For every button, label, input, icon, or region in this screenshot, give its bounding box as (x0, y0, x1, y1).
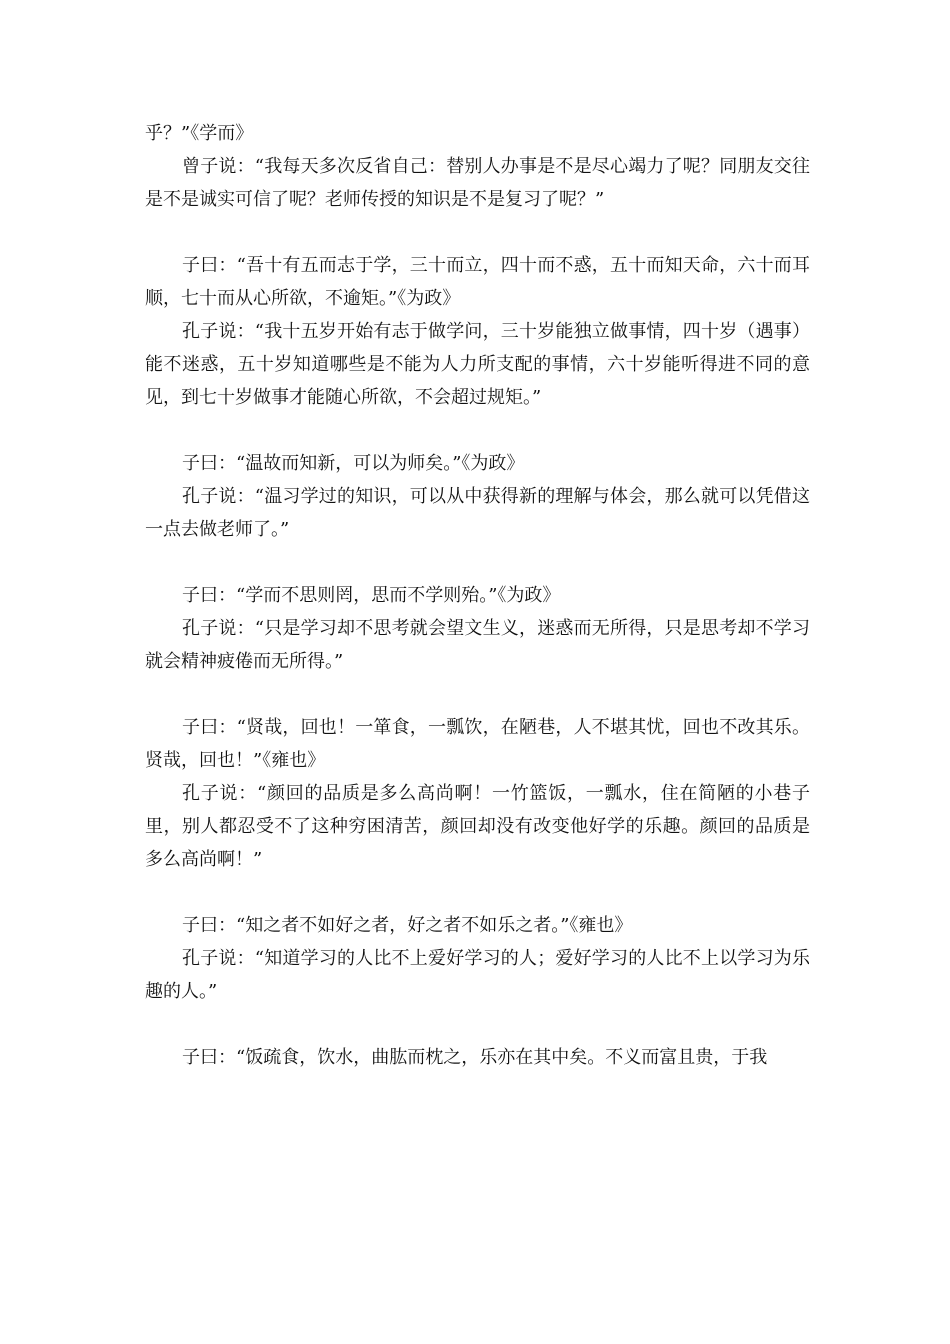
paragraph-translation: 孔子说：“我十五岁开始有志于做学问，三十岁能独立做事情，四十岁（遇事）能不迷惑，五十岁知道哪些是不能为人力所支配的事情，六十岁能听得进不同的意见，到七十岁做事才能随心所欲，不会超过规矩。” (145, 321, 810, 408)
paragraph-spacer (145, 876, 810, 909)
paragraph-spacer (145, 678, 810, 711)
paragraph-spacer (145, 546, 810, 579)
paragraph-quote: 子曰：“知之者不如好之者，好之者不如乐之者。”《雍也》 (182, 915, 633, 936)
paragraph-translation: 孔子说：“只是学习却不思考就会望文生义，迷惑而无所得，只是思考却不学习就会精神疲倦而无所得。” (145, 618, 810, 672)
document-body (145, 117, 810, 1074)
paragraph-spacer (145, 1008, 810, 1041)
paragraph-translation: 孔子说：“知道学习的人比不上爱好学习的人；爱好学习的人比不上以学习为乐趣的人。” (145, 948, 810, 1002)
paragraph-continuation: 乎？”《学而》 (145, 123, 254, 144)
paragraph-spacer (145, 414, 810, 447)
paragraph-translation: 曾子说：“我每天多次反省自己：替别人办事是不是尽心竭力了呢？同朋友交往是不是诚实可信了呢？老师传授的知识是不是复习了呢？” (145, 156, 810, 210)
paragraph-quote: 子曰：“温故而知新，可以为师矣。”《为政》 (182, 453, 525, 474)
paragraph-quote: 子曰：“饭疏食，饮水，曲肱而枕之，乐亦在其中矣。不义而富且贵，于我 (182, 1047, 768, 1068)
paragraph-quote: 子曰：“学而不思则罔，思而不学则殆。”《为政》 (182, 585, 561, 606)
paragraph-translation: 孔子说：“温习学过的知识，可以从中获得新的理解与体会，那么就可以凭借这一点去做老师了。” (145, 486, 810, 540)
paragraph-quote: 子曰：“吾十有五而志于学，三十而立，四十而不惑，五十而知天命，六十而耳顺，七十而从心所欲，不逾矩。”《为政》 (145, 255, 810, 309)
paragraph-quote: 子曰：“贤哉，回也！一箪食，一瓢饮，在陋巷，人不堪其忧，回也不改其乐。贤哉，回也！”《雍也》 (145, 717, 810, 771)
paragraph-spacer (145, 216, 810, 249)
paragraph-translation: 孔子说：“颜回的品质是多么高尚啊！一竹篮饭，一瓢水，住在简陋的小巷子里，别人都忍受不了这种穷困清苦，颜回却没有改变他好学的乐趣。颜回的品质是多么高尚啊！” (145, 783, 810, 870)
